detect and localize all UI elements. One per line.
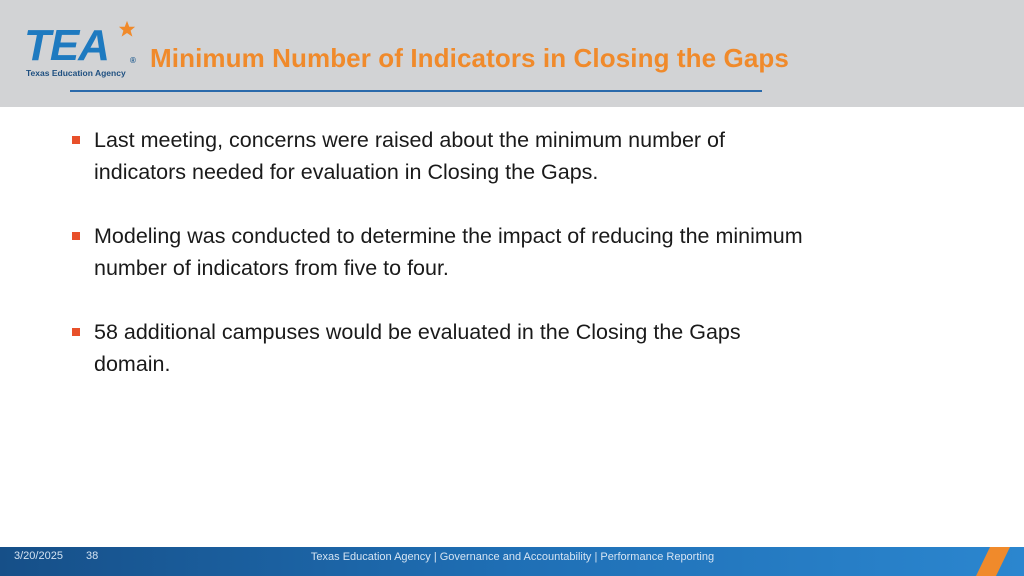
title-underline (70, 90, 762, 92)
footer-date: 3/20/2025 (14, 550, 63, 562)
logo-registered-mark: ® (130, 56, 136, 65)
logo-text: TEA (24, 21, 109, 70)
bullet-text: 58 additional campuses would be evaluated in the Closing the Gaps domain. (94, 320, 741, 376)
square-bullet-icon (72, 328, 80, 336)
bullet-item (70, 316, 810, 380)
tea-logo (22, 22, 142, 82)
bullet-list (70, 124, 810, 412)
footer-page-number: 38 (86, 550, 99, 562)
bullet-item (70, 220, 810, 284)
square-bullet-icon (72, 136, 80, 144)
square-bullet-icon (72, 232, 80, 240)
logo-star-icon (118, 20, 136, 38)
logo-caption: Texas Education Agency (26, 68, 126, 78)
slide-header (0, 0, 1024, 107)
bullet-text: Last meeting, concerns were raised about the minimum number of indicators needed for evaluation in Closing the Gaps. (94, 128, 725, 184)
bullet-item (70, 124, 810, 188)
slide-title: Minimum Number of Indicators in Closing the Gaps (150, 43, 789, 73)
slide-footer (0, 547, 1024, 576)
footer-text: Texas Education Agency | Governance and Accountability | Performance Reporting (310, 551, 715, 563)
bullet-text: Modeling was conducted to determine the impact of reducing the minimum number of indicators from five to four. (94, 224, 803, 280)
